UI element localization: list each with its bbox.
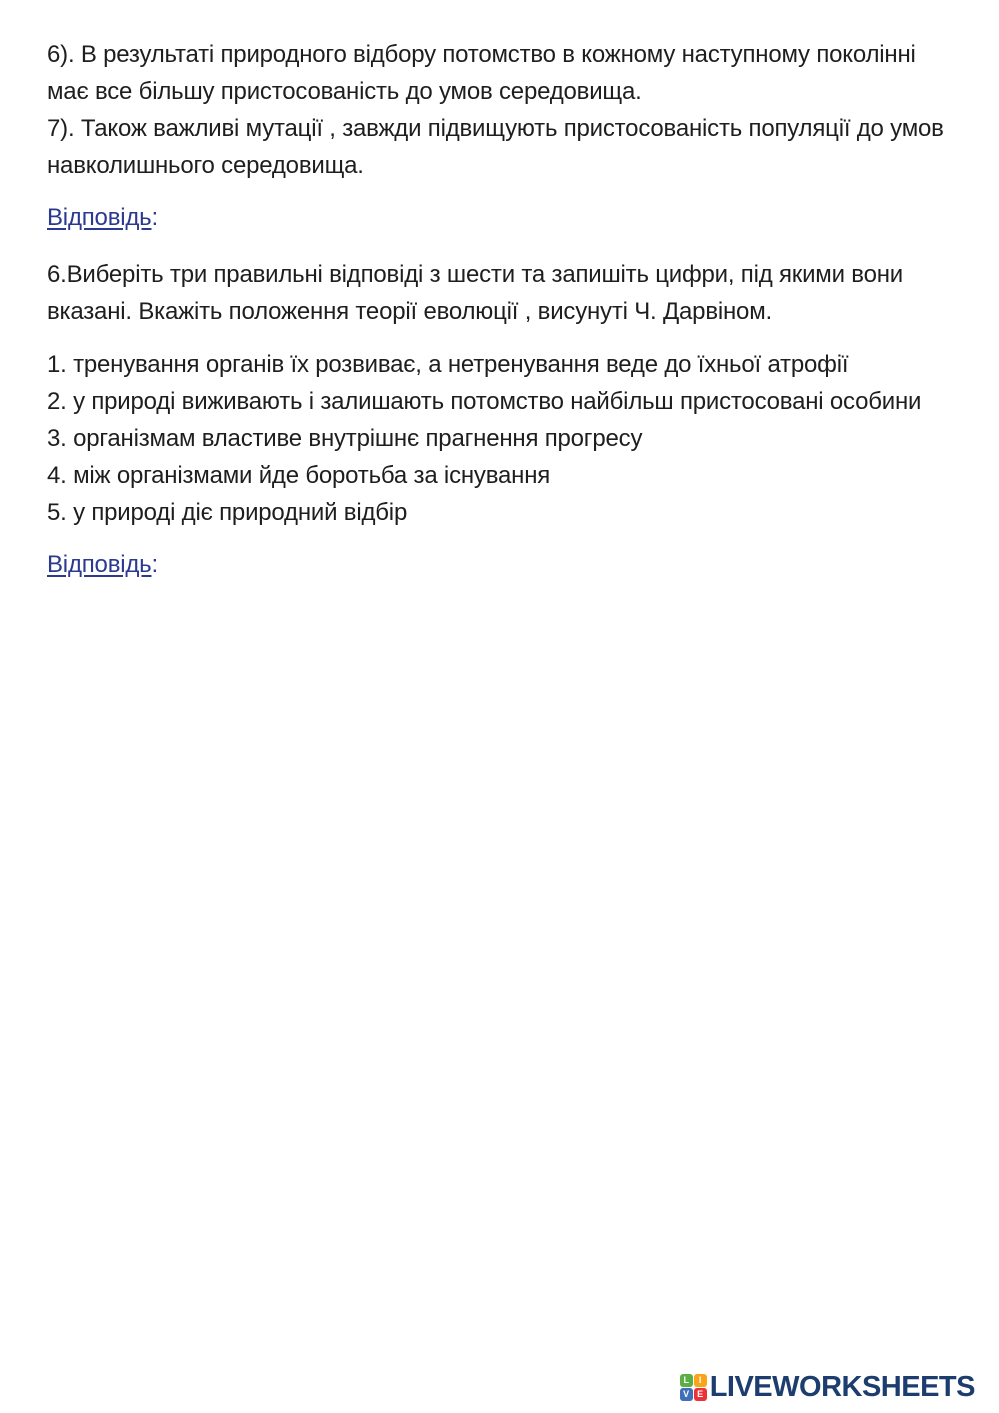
statement-7: 7). Також важливі мутації , завжди підвищують пристосованість популяції до умов навколишнього середовища. <box>47 115 944 179</box>
answer-link-2[interactable]: Відповідь <box>47 551 152 578</box>
question-6-paragraph: 6.Виберіть три правильні відповіді з шести та запишіть цифри, під якими вони вказані. Вкажіть положення теорії еволюції , висунуті Ч. Дарвіном. <box>47 261 903 325</box>
liveworksheets-grid-icon <box>680 1374 707 1401</box>
logo-tile-i: I <box>694 1374 707 1387</box>
liveworksheets-logo[interactable] <box>680 1371 975 1404</box>
option-item-3: 3. організмам властиве внутрішнє прагнення прогресу <box>47 425 643 452</box>
answer-link-1[interactable]: Відповідь <box>47 204 152 231</box>
worksheet-content <box>47 36 944 583</box>
option-item-1: 1. тренування органів їх розвиває, а нетренування веде до їхньої атрофії <box>47 351 849 378</box>
statement-6: 6). В результаті природного відбору потомство в кожному наступному поколінні має все більшу пристосованість до умов середовища. <box>47 41 916 105</box>
answer-colon-1: : <box>151 204 158 231</box>
logo-tile-l: L <box>680 1374 693 1387</box>
logo-tile-v: V <box>680 1388 693 1401</box>
option-item-5: 5. у природі діє природний відбір <box>47 499 408 526</box>
options-list <box>47 346 944 531</box>
answer-colon-2: : <box>151 551 158 578</box>
answer-line-1 <box>47 199 944 236</box>
option-item-4: 4. між організмами йде боротьба за існування <box>47 462 551 489</box>
option-item-2: 2. у природі виживають і залишають потомство найбільш пристосовані особини <box>47 388 922 415</box>
logo-tile-e: E <box>694 1388 707 1401</box>
answer-line-2 <box>47 546 944 583</box>
liveworksheets-wordmark: LIVEWORKSHEETS <box>709 1371 975 1403</box>
